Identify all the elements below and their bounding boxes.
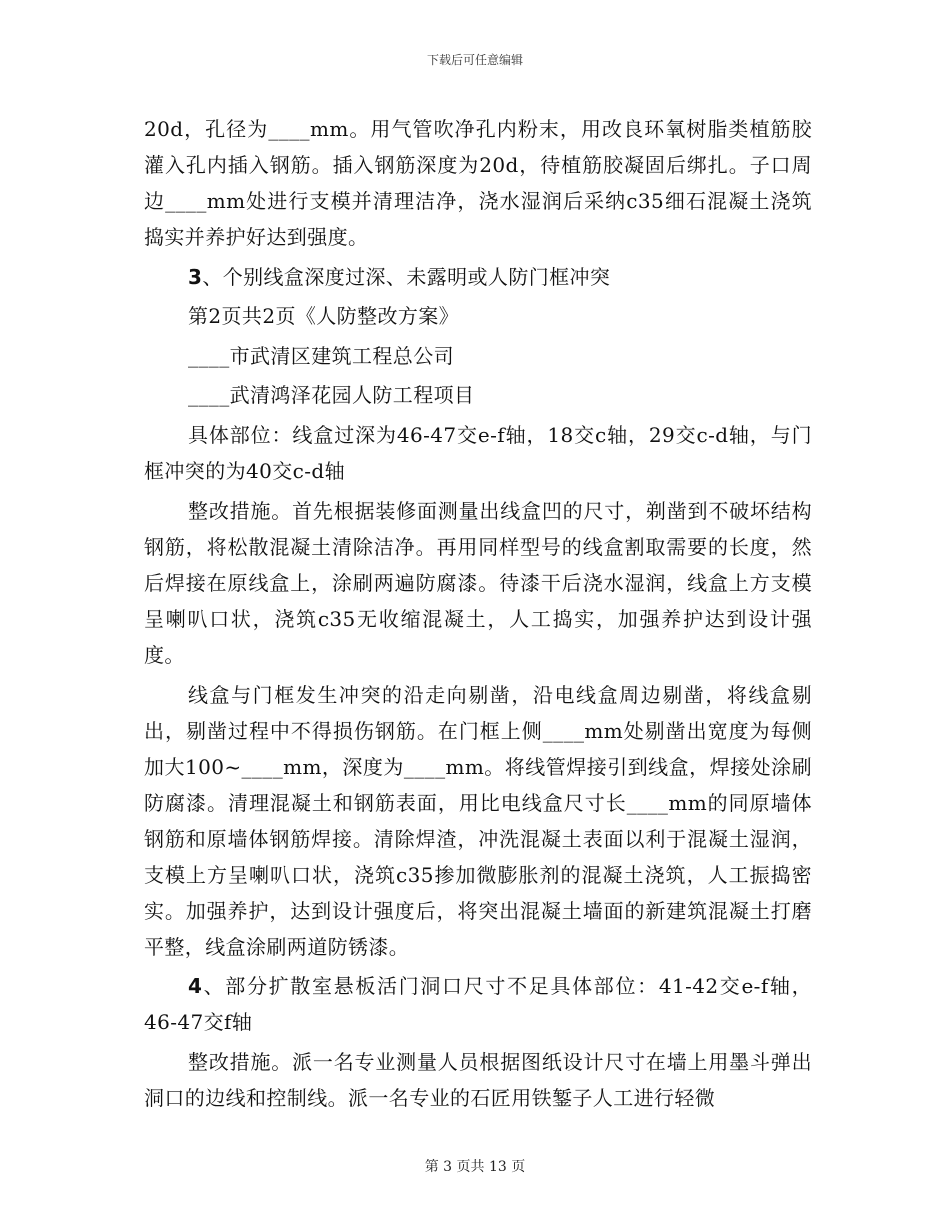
page-header: 下载后可任意编辑 <box>426 53 523 67</box>
company-line: ____市武清区建筑工程总公司 <box>188 343 454 368</box>
section-heading-text: 、部分扩散室悬板活门洞口尺寸不足具体部位：41-42交e-f轴，46-47交f轴 <box>144 974 812 1034</box>
measure-paragraph-2: 整改措施。派一名专业测量人员根据图纸设计尺寸在墙上用墨斗弹出洞口的边线和控制线。派一名专业的石匠用铁錾子人工进行轻微 <box>144 1049 812 1110</box>
paragraph-continuation: 20d，孔径为____mm。用气管吹净孔内粉末，用改良环氧树脂类植筋胶灌入孔内插入钢筋。插入钢筋深度为20d，待植筋胶凝固后绑扎。子口周边____mm处进行支模并清理洁净，浇水湿润后采纳c35细石混凝土浇筑捣实并养护好达到强度。 <box>144 117 812 249</box>
section-heading-3 <box>144 259 812 295</box>
conflict-paragraph: 线盒与门框发生冲突的沿走向剔凿，沿电线盒周边剔凿，将线盒剔出，剔凿过程中不得损伤钢筋。在门框上侧____mm处剔凿出宽度为每侧加大100~____mm，深度为____mm。将线管焊接引到线盒，焊接处涂刷防腐漆。清理混凝土和钢筋表面，用比电线盒尺寸长____mm的同原墙体钢筋和原墙体钢筋焊接。清除焊渣，冲洗混凝土表面以利于混凝土湿润，支模上方呈喇叭口状，浇筑c35掺加微膨胀剂的混凝土浇筑，人工振捣密实。加强养护，达到设计强度后，将突出混凝土墙面的新建筑混凝土打磨平整，线盒涂刷两道防锈漆。 <box>144 682 812 959</box>
document-body <box>144 111 812 1119</box>
page-footer: 第 3 页共 13 页 <box>424 1159 526 1175</box>
section-heading-4 <box>144 968 812 1040</box>
section-number: 4 <box>188 974 203 998</box>
page-reference-line: 第2页共2页《人防整改方案》 <box>188 304 460 328</box>
measure-paragraph: 整改措施。首先根据装修面测量出线盒凹的尺寸，剃凿到不破坏结构钢筋，将松散混凝土清除洁净。再用同样型号的线盒割取需要的长度，然后焊接在原线盒上，涂刷两遍防腐漆。待漆干后浇水湿润，线盒上方支模呈喇叭口状，浇筑c35无收缩混凝土，人工捣实，加强养护达到设计强度。 <box>144 498 812 667</box>
project-line: ____武清鸿泽花园人防工程项目 <box>188 383 475 407</box>
section-number: 3 <box>188 264 203 289</box>
location-paragraph: 具体部位：线盒过深为46-47交e-f轴，18交c轴，29交c-d轴，与门框冲突的为40交c-d轴 <box>144 422 812 483</box>
section-heading-text: 、个别线盒深度过深、未露明或人防门框冲突 <box>202 264 611 289</box>
